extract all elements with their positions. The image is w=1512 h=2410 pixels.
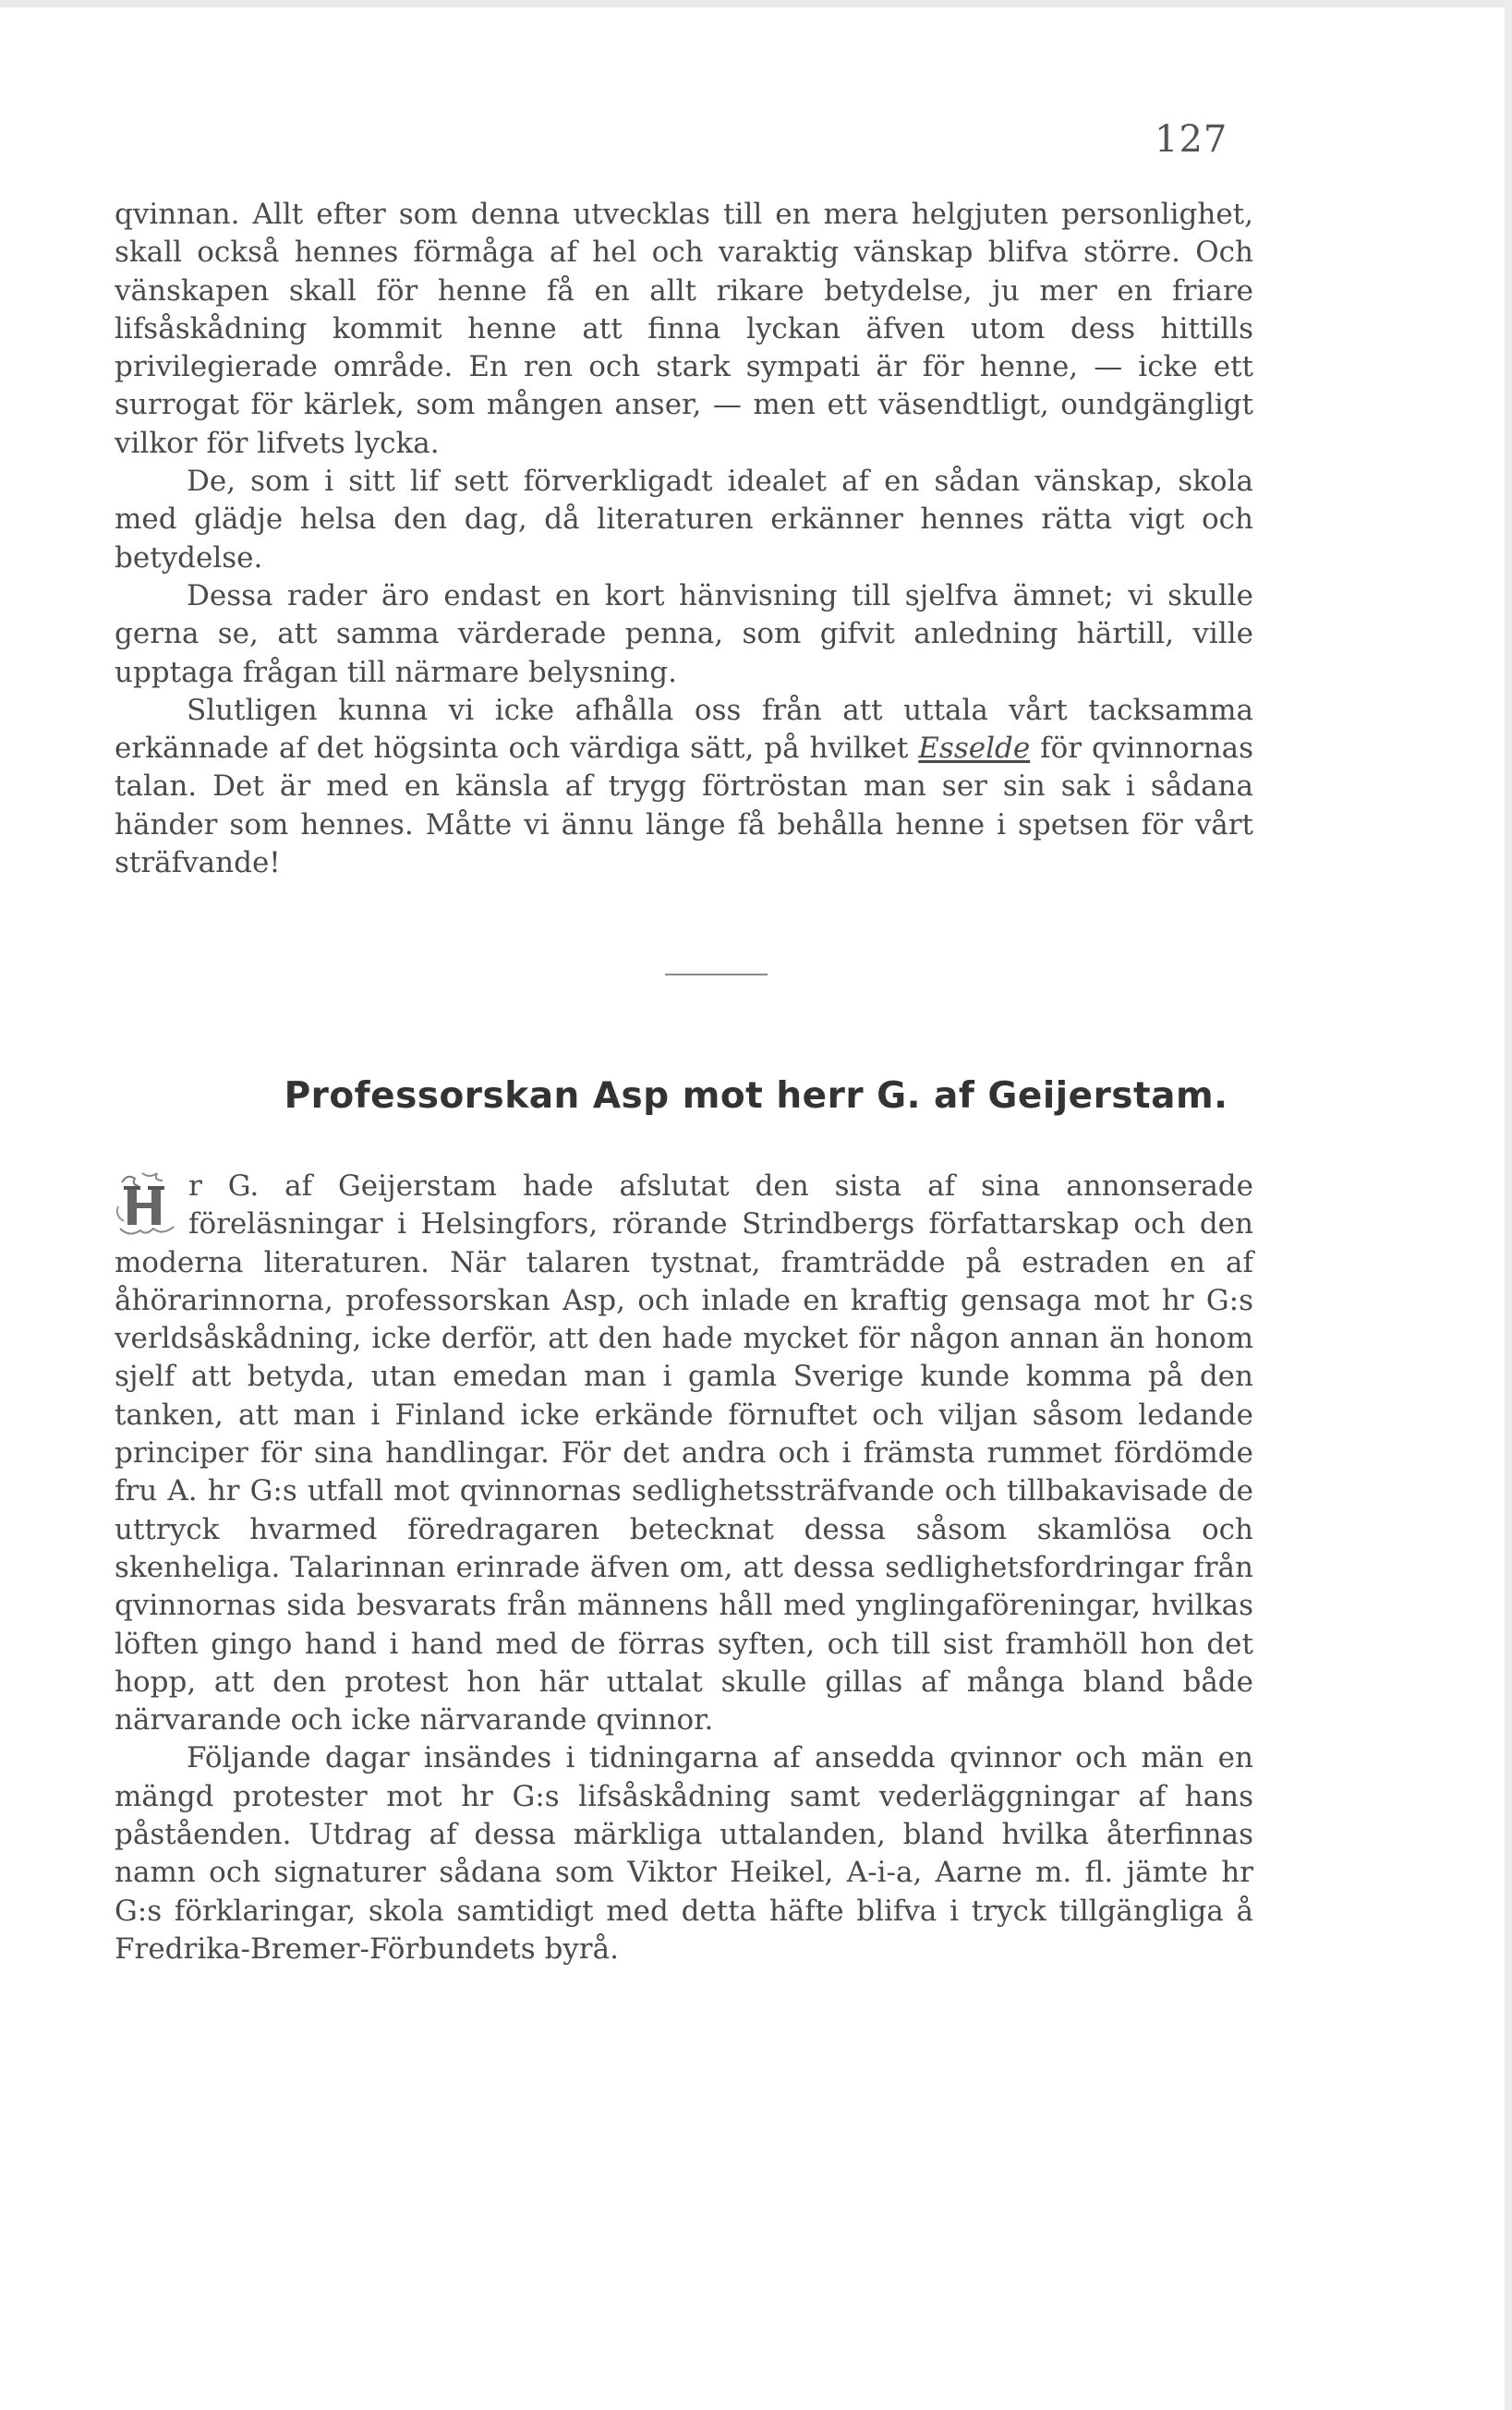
- lower-text-section: [115, 1168, 1253, 1968]
- section-heading: Professorskan Asp mot herr G. af Geijerstam.: [284, 1075, 1228, 1117]
- scan-edge-top: [0, 0, 1512, 7]
- paragraph: qvinnan. Allt efter som denna utvecklas till en mera helgjuten personlighet, skall också hennes förmåga af hel och varaktig vänskap blifva större. Och vänskapen skall för henne få en allt rikare betydelse, ju mer en friare lifsåskådning kommit henne att finna lyckan äfven utom dess hittills privilegierade område. En ren och stark sympati är för henne, — icke ett surrogat för kärlek, som mången anser, — men ett väsendtligt, oundgängligt vilkor för lifvets lycka.: [115, 198, 1253, 460]
- upper-text-section: [115, 196, 1253, 882]
- section-divider: [665, 974, 768, 975]
- paragraph: [115, 1168, 1253, 1739]
- paragraph-text: för qvinnornas talan. Det är med en känsla af trygg förtröstan man ser sin sak i sådana händer som hennes. Måtte vi ännu länge få behålla henne i spetsen för vårt sträfvande!: [115, 732, 1253, 880]
- page-number: 127: [1155, 118, 1228, 161]
- paragraph: Följande dagar insändes i tidningarna af ansedda qvinnor och män en mängd protester mot hr G:s lifsåskådning samt vederläggningar af hans påståenden. Utdrag af dessa märkliga uttalanden, bland hvilka återfinnas namn och signaturer sådana som Viktor Heikel, A-i-a, Aarne m. fl. jämte hr G:s förklaringar, skola samtidigt med detta häfte blifva i tryck tillgängliga å Fredrika-Bremer-Förbundets byrå.: [115, 1741, 1253, 1966]
- paragraph-text: Slutligen kunna vi icke afhålla oss från att uttala vårt tacksamma erkännade af det högsinta och värdiga sätt, på hvilket: [115, 693, 1253, 766]
- ornamental-h-icon: [115, 1169, 179, 1238]
- pseudonym-esselde: Esselde: [918, 732, 1031, 766]
- scan-edge-right: [1505, 0, 1512, 2410]
- drop-cap-initial: [115, 1169, 181, 1240]
- paragraph: Dessa rader äro endast en kort hänvisning till sjelfva ämnet; vi skulle gerna se, att samma värderade penna, som gifvit anledning härtill, ville upptaga frågan till närmare belysning.: [115, 578, 1253, 689]
- paragraph-text: r G. af Geijerstam hade afslutat den sista af sina annonserade föreläsningar i Helsingfors, rörande Strindbergs författarskap och den moderna literaturen. När talaren tystnat, framträdde på estraden en af åhörarinnorna, professorskan Asp, och inlade en kraftig gensaga mot hr G:s verldsåskådning, icke derför, att den hade mycket för någon annan än honom sjelf att betyda, utan emedan man i gamla Sverige kunde komma på den tanken, att man i Finland icke erkände förnuftet och viljan såsom ledande principer för sina handlingar. För det andra och i främsta rummet fördömde fru A. hr G:s utfall mot qvinnornas sedlighetssträfvande och tillbakavisade de uttryck hvarmed föredragaren betecknat dessa såsom skamlösa och skenheliga. Talarinnan erinrade äfven om, att dessa sedlighetsfordringar från qvinnornas sida besvarats från männens håll med ynglingaföreningar, hvilkas löften gingo hand i hand med de förras syften, och till sist framhöll hon det hopp, att den protest hon här uttalat skulle gillas af många bland både närvarande och icke närvarande qvinnor.: [115, 1169, 1253, 1738]
- paragraph: [115, 692, 1253, 882]
- paragraph: De, som i sitt lif sett förverkligadt idealet af en sådan vänskap, skola med glädje helsa den dag, då literaturen erkänner hennes rätta vigt och betydelse.: [115, 465, 1253, 575]
